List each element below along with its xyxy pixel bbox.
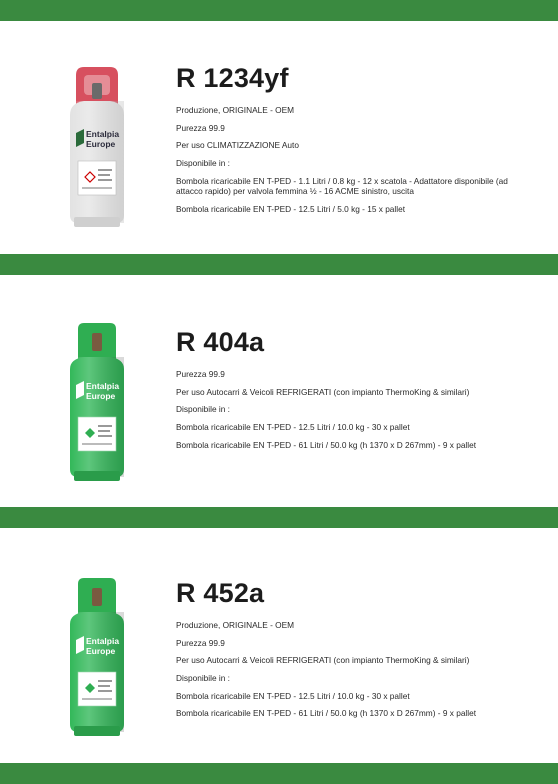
detail-line: Disponibile in : bbox=[176, 404, 230, 415]
detail-line: Bombola ricaricabile EN T-PED - 61 Litri / 50.0 kg (h 1370 x D 267mm) - 9 x pallet bbox=[176, 439, 477, 450]
gas-cylinder-icon bbox=[62, 65, 132, 229]
product-details bbox=[176, 105, 521, 221]
product-title: R 452a bbox=[176, 578, 265, 608]
detail-line: Bombola ricaricabile EN T-PED - 12.5 Litri / 10.0 kg - 30 x pallet bbox=[176, 422, 410, 433]
detail-line: Bombola ricaricabile EN T-PED - 61 Litri / 50.0 kg (h 1370 x D 267mm) - 9 x pallet bbox=[176, 708, 477, 719]
product-section-r1234yf bbox=[0, 21, 558, 254]
detail-line: Purezza 99.9 bbox=[176, 122, 225, 133]
cylinder-image bbox=[62, 576, 132, 743]
divider-band bbox=[0, 254, 558, 275]
detail-line: Purezza 99.9 bbox=[176, 637, 225, 648]
cylinder-image bbox=[62, 65, 132, 234]
detail-line: Per uso CLIMATIZZAZIONE Auto bbox=[176, 140, 299, 151]
gas-cylinder-icon bbox=[62, 321, 132, 483]
product-title: R 1234yf bbox=[176, 63, 289, 93]
svg-text:Entalpia: Entalpia bbox=[86, 129, 120, 139]
divider-band bbox=[0, 507, 558, 528]
detail-line: Bombola ricaricabile EN T-PED - 12.5 Litri / 10.0 kg - 30 x pallet bbox=[176, 690, 410, 701]
detail-line: Per uso Autocarri & Veicoli REFRIGERATI (con impianto ThermoKing & similari) bbox=[176, 655, 470, 666]
product-title: R 404a bbox=[176, 327, 265, 357]
svg-text:Entalpia: Entalpia bbox=[86, 381, 120, 391]
detail-line: Bombola ricaricabile EN T-PED - 1.1 Litri / 0.8 kg - 12 x scatola - Adattatore disponibile (ad attacco rapido) per valvola femmina ½ - 16 ACME sinistro, uscita bbox=[176, 175, 508, 197]
gas-cylinder-icon bbox=[62, 576, 132, 738]
product-section-r404a bbox=[0, 275, 558, 507]
product-section-r452a bbox=[0, 528, 558, 763]
detail-line: Disponibile in : bbox=[176, 673, 230, 684]
detail-line: Produzione, ORIGINALE - OEM bbox=[176, 105, 295, 115]
detail-line: Produzione, ORIGINALE - OEM bbox=[176, 620, 295, 630]
detail-line: Per uso Autocarri & Veicoli REFRIGERATI (con impianto ThermoKing & similari) bbox=[176, 386, 470, 397]
product-details bbox=[176, 369, 521, 457]
detail-line: Bombola ricaricabile EN T-PED - 12.5 Litri / 5.0 kg - 15 x pallet bbox=[176, 203, 406, 214]
detail-line: Disponibile in : bbox=[176, 158, 230, 169]
svg-text:Europe: Europe bbox=[86, 139, 116, 149]
svg-text:Europe: Europe bbox=[86, 391, 116, 401]
detail-line: Purezza 99.9 bbox=[176, 369, 225, 379]
product-details bbox=[176, 620, 521, 726]
svg-text:Entalpia: Entalpia bbox=[86, 636, 120, 646]
cylinder-image bbox=[62, 321, 132, 488]
bottom-band bbox=[0, 763, 558, 784]
svg-text:Europe: Europe bbox=[86, 646, 116, 656]
top-band bbox=[0, 0, 558, 21]
